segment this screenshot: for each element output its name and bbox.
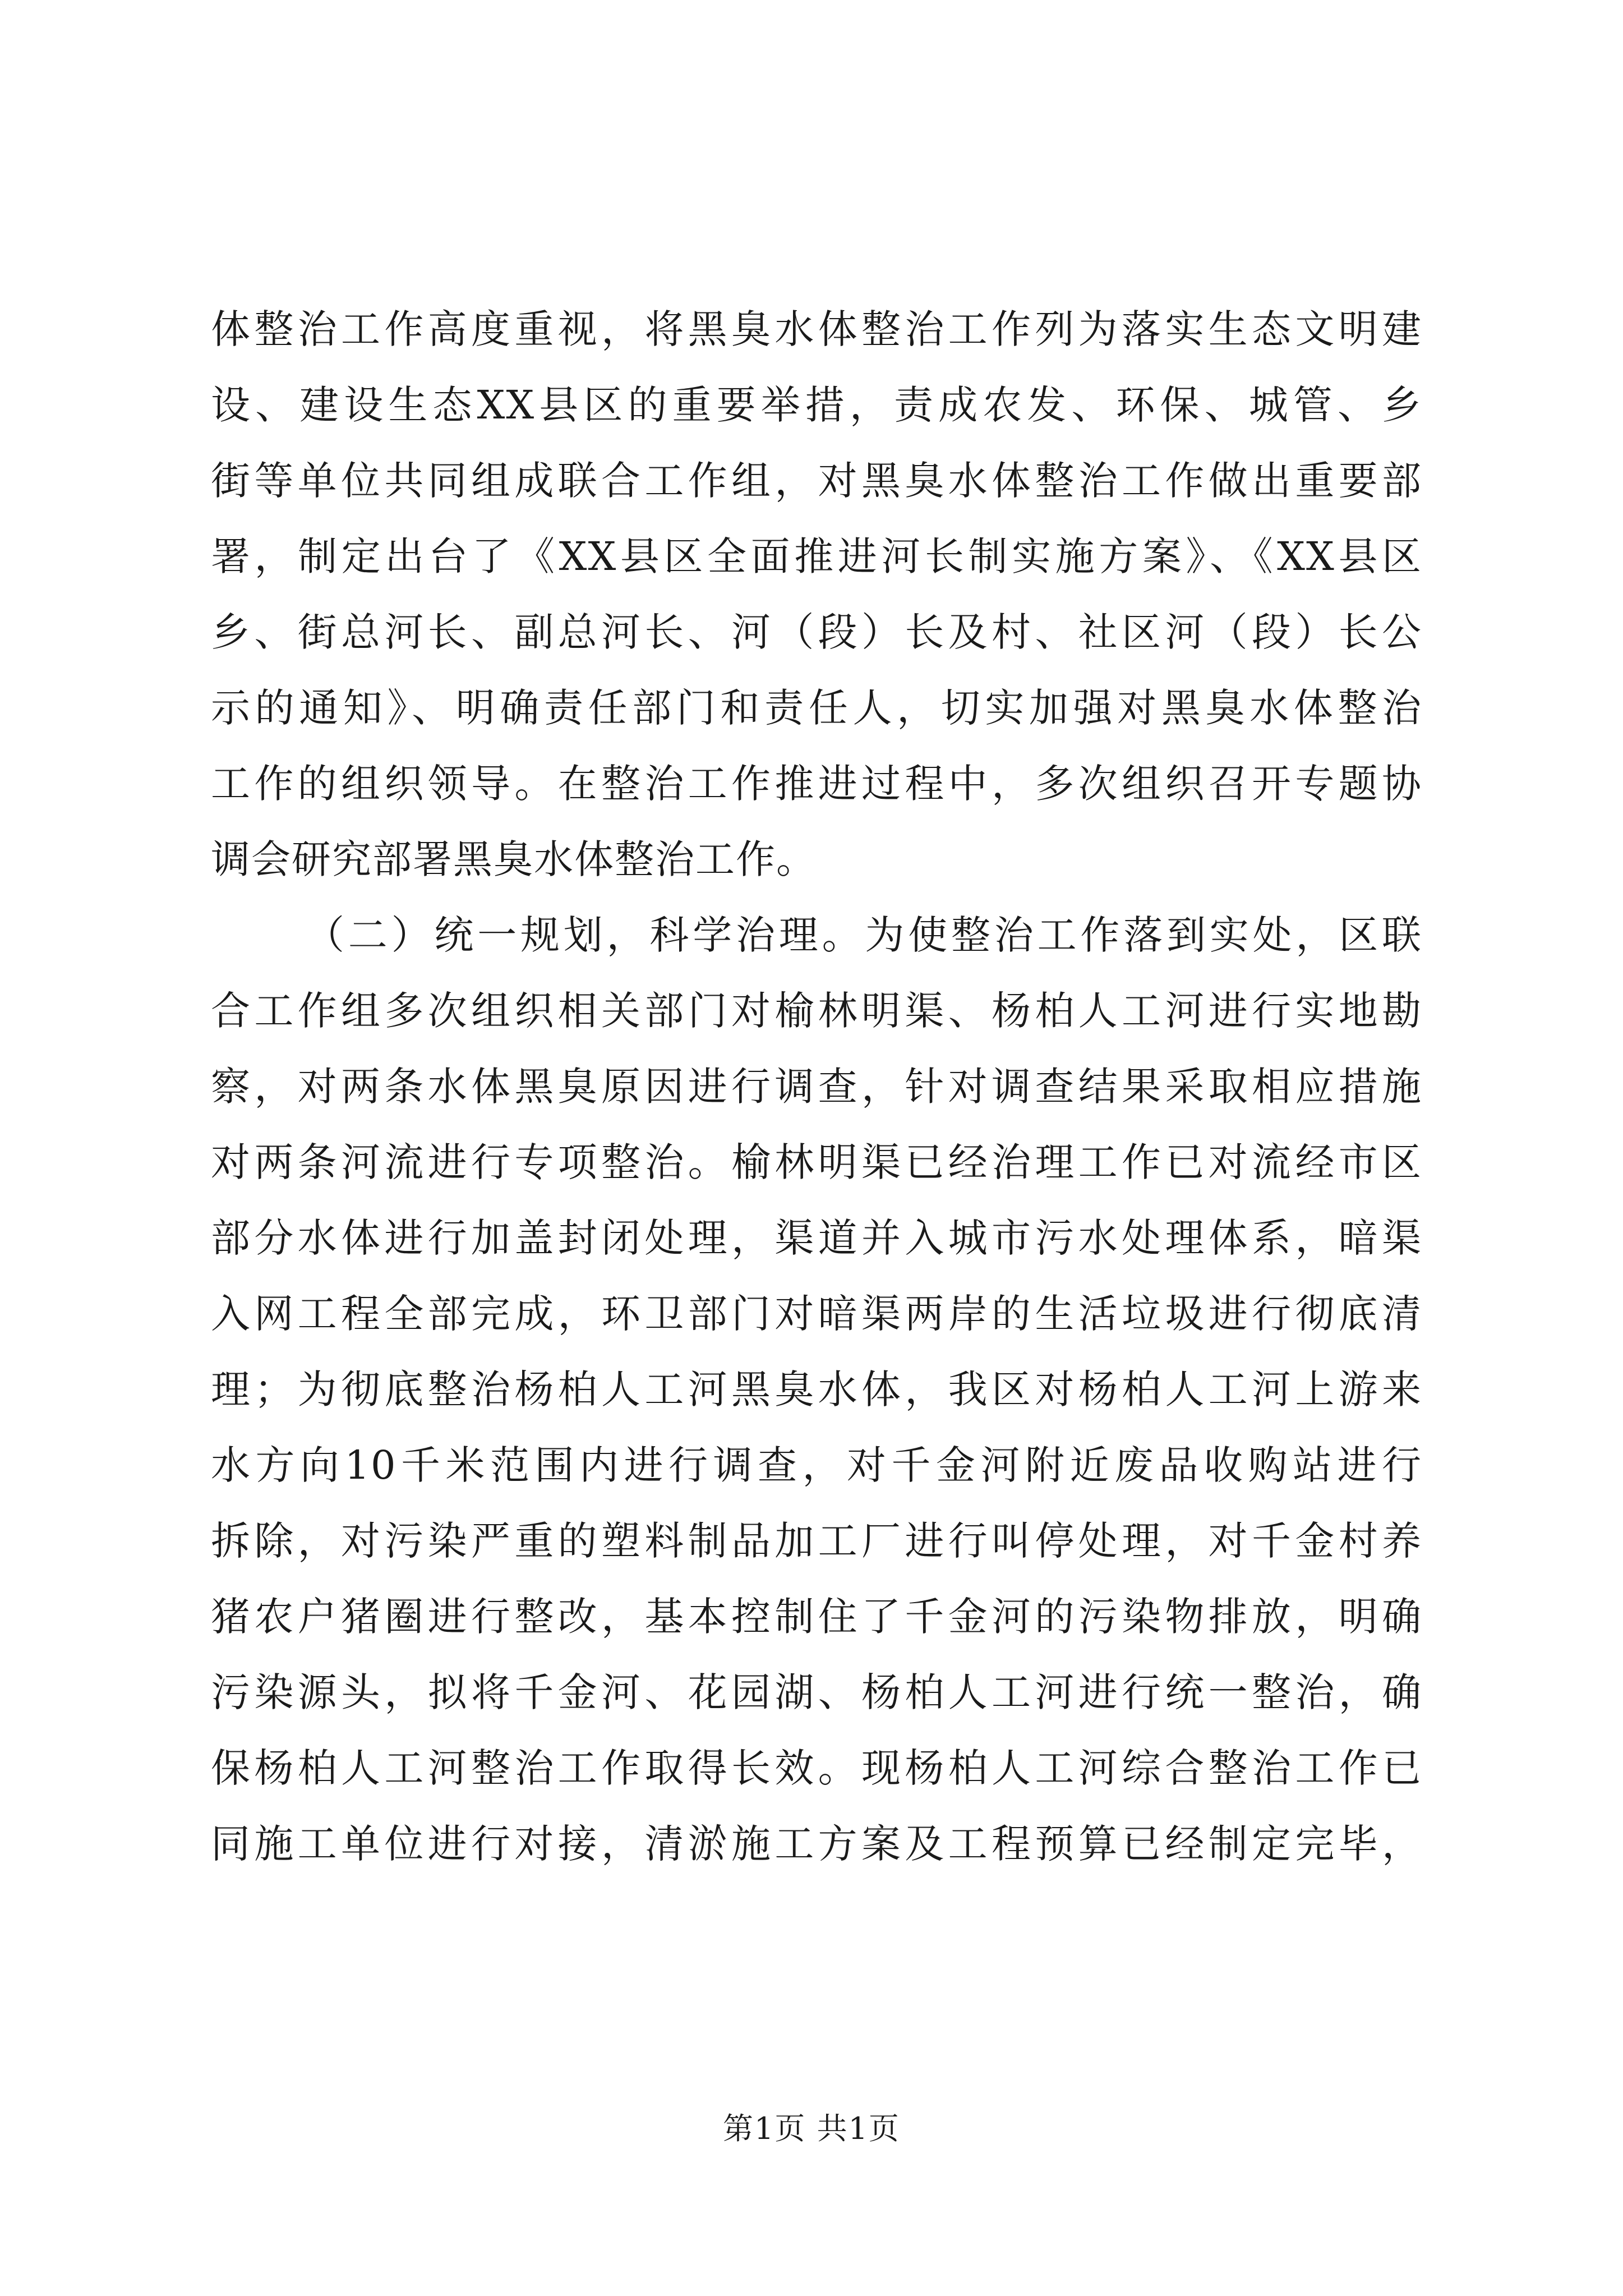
paragraph-line: 示的通知》、明确责任部门和责任人，切实加强对黑臭水体整治 (211, 685, 1422, 731)
paragraph-line: 乡、街总河长、副总河长、河（段）长及村、社区河（段）长公 (211, 609, 1422, 655)
paragraph-line: 拆除，对污染严重的塑料制品加工厂进行叫停处理，对千金村养 (211, 1518, 1422, 1564)
paragraph-line: 合工作组多次组织相关部门对榆林明渠、杨柏人工河进行实地勘 (211, 988, 1422, 1034)
document-body (211, 292, 1422, 1882)
paragraph-line: 察，对两条水体黑臭原因进行调查，针对调查结果采取相应措施 (211, 1064, 1422, 1110)
paragraph-line: 设、建设生态XX县区的重要举措，责成农发、环保、城管、乡 (211, 382, 1422, 428)
paragraph-line: 理；为彻底整治杨柏人工河黑臭水体，我区对杨柏人工河上游来 (211, 1366, 1422, 1412)
paragraph-line: 体整治工作高度重视，将黑臭水体整治工作列为落实生态文明建 (211, 306, 1422, 352)
paragraph-line: 署，制定出台了《XX县区全面推进河长制实施方案》、《XX县区 (211, 533, 1422, 579)
paragraph-line: 污染源头，拟将千金河、花园湖、杨柏人工河进行统一整治，确 (211, 1669, 1422, 1715)
paragraph-line: 对两条河流进行专项整治。榆林明渠已经治理工作已对流经市区 (211, 1139, 1422, 1185)
paragraph-line: 街等单位共同组成联合工作组，对黑臭水体整治工作做出重要部 (211, 458, 1422, 504)
page-footer: 第1页 共1页 (723, 2111, 900, 2146)
paragraph-line: 入网工程全部完成，环卫部门对暗渠两岸的生活垃圾进行彻底清 (211, 1291, 1422, 1337)
paragraph-line: 同施工单位进行对接，清淤施工方案及工程预算已经制定完毕， (211, 1821, 1422, 1867)
paragraph-line: 工作的组织领导。在整治工作推进过程中，多次组织召开专题协 (211, 761, 1422, 807)
section-heading-line: （二）统一规划，科学治理。为使整治工作落到实处，区联 (305, 912, 1422, 958)
paragraph-line: 水方向10千米范围内进行调查，对千金河附近废品收购站进行 (211, 1442, 1422, 1488)
paragraph-line: 保杨柏人工河整治工作取得长效。现杨柏人工河综合整治工作已 (211, 1745, 1422, 1791)
paragraph-line: 调会研究部署黑臭水体整治工作。 (211, 836, 817, 882)
paragraph-line: 猪农户猪圈进行整改，基本控制住了千金河的污染物排放，明确 (211, 1594, 1422, 1640)
paragraph-line: 部分水体进行加盖封闭处理，渠道并入城市污水处理体系，暗渠 (211, 1215, 1422, 1261)
